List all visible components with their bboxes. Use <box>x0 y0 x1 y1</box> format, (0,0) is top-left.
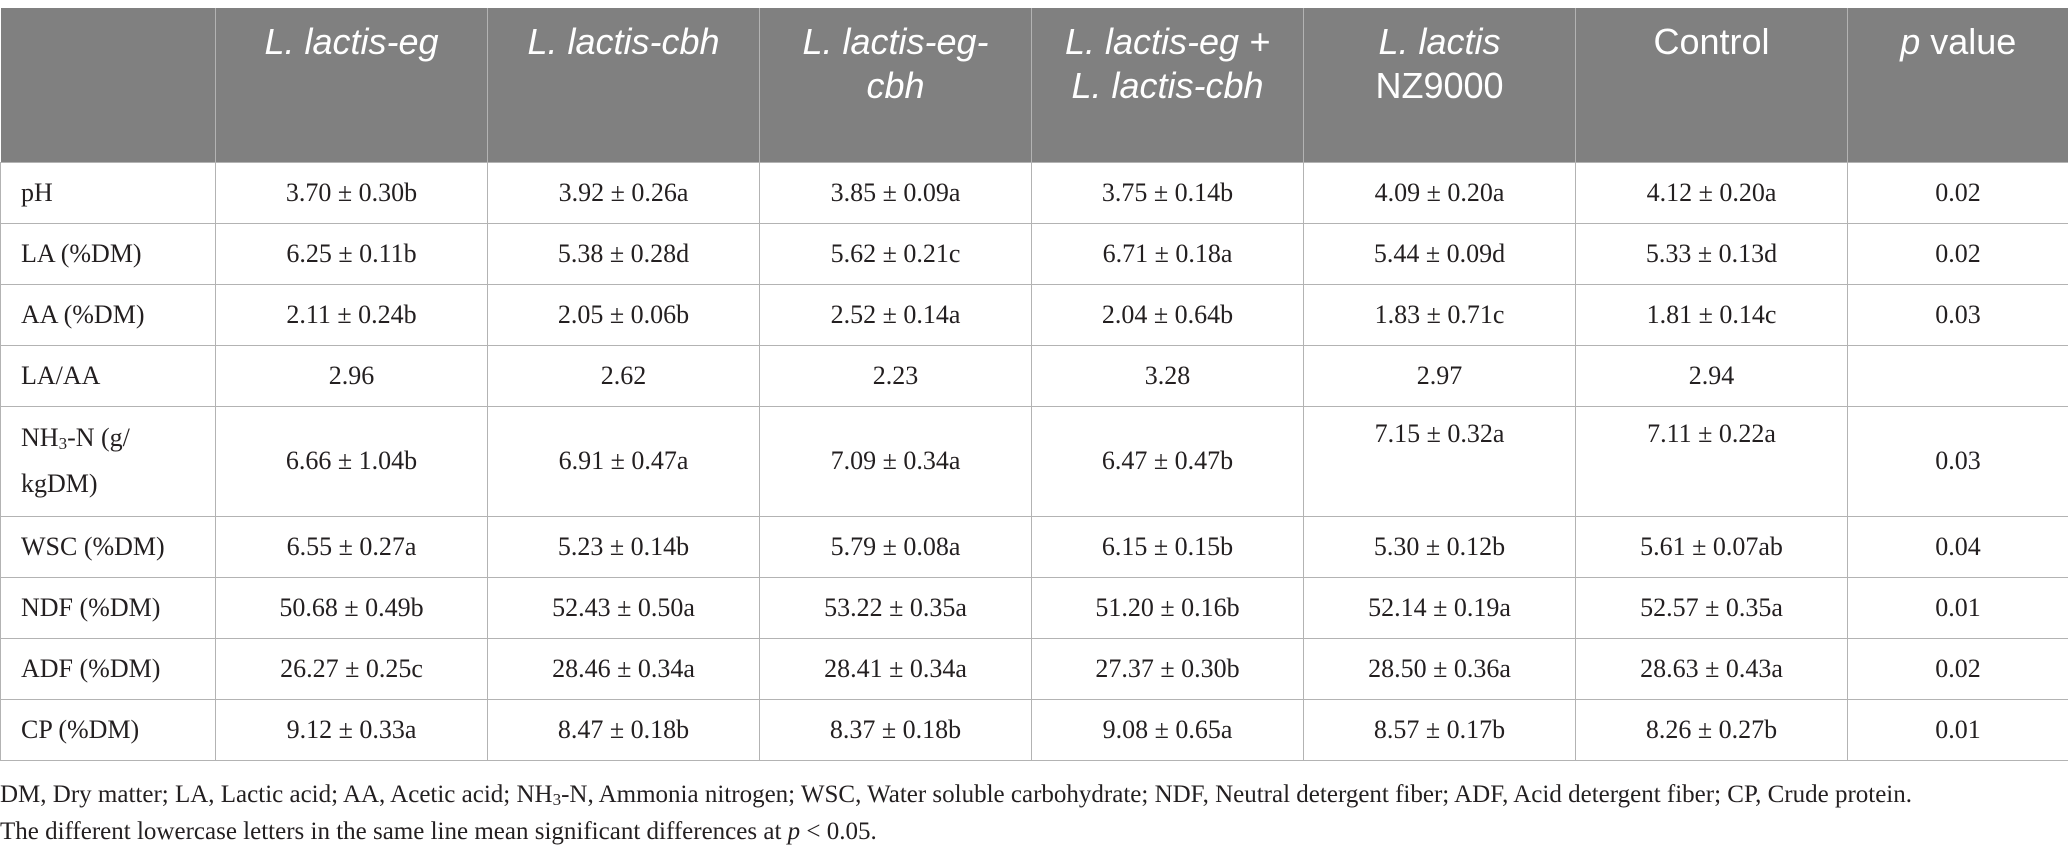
table-row <box>1 345 2068 406</box>
table-cell: 8.57 ± 0.17b <box>1304 699 1576 760</box>
header-l-lactis-eg-plus-cbh: L. lactis-eg + L. lactis-cbh <box>1032 8 1304 162</box>
table-cell: 6.71 ± 0.18a <box>1032 223 1304 284</box>
table-row <box>1 162 2068 223</box>
table-cell: 5.23 ± 0.14b <box>488 516 760 577</box>
table-cell: 2.62 <box>488 345 760 406</box>
table-cell: 3.70 ± 0.30b <box>216 162 488 223</box>
table-cell: 6.25 ± 0.11b <box>216 223 488 284</box>
table-row <box>1 699 2068 760</box>
table-cell: 51.20 ± 0.16b <box>1032 577 1304 638</box>
footnote-significance: The different lowercase letters in the same line mean significant differences at p < 0.05. <box>0 818 877 845</box>
table-cell: 2.23 <box>760 345 1032 406</box>
table-cell: 28.46 ± 0.34a <box>488 638 760 699</box>
table-cell: 7.09 ± 0.34a <box>760 406 1032 516</box>
table-cell: 2.05 ± 0.06b <box>488 284 760 345</box>
header-p-value: p value <box>1848 8 2068 162</box>
p-value-cell: 0.03 <box>1848 284 2068 345</box>
table-cell: 1.81 ± 0.14c <box>1576 284 1848 345</box>
p-value-cell: 0.01 <box>1848 577 2068 638</box>
table-cell: 5.30 ± 0.12b <box>1304 516 1576 577</box>
table-cell: 6.15 ± 0.15b <box>1032 516 1304 577</box>
table-cell: 5.79 ± 0.08a <box>760 516 1032 577</box>
table-cell: 3.28 <box>1032 345 1304 406</box>
row-label: AA (%DM) <box>1 284 216 345</box>
table-cell: 53.22 ± 0.35a <box>760 577 1032 638</box>
table-cell: 4.12 ± 0.20a <box>1576 162 1848 223</box>
table-cell: 28.41 ± 0.34a <box>760 638 1032 699</box>
table-cell: 5.61 ± 0.07ab <box>1576 516 1848 577</box>
table-cell: 27.37 ± 0.30b <box>1032 638 1304 699</box>
table-row <box>1 516 2068 577</box>
table-cell: 3.85 ± 0.09a <box>760 162 1032 223</box>
table-row <box>1 223 2068 284</box>
row-label: LA/AA <box>1 345 216 406</box>
table-cell: 50.68 ± 0.49b <box>216 577 488 638</box>
table-row <box>1 284 2068 345</box>
p-value-cell <box>1848 345 2068 406</box>
row-label: WSC (%DM) <box>1 516 216 577</box>
table-cell: 9.12 ± 0.33a <box>216 699 488 760</box>
table-row <box>1 638 2068 699</box>
table-cell: 5.33 ± 0.13d <box>1576 223 1848 284</box>
table-footnote <box>0 776 2060 850</box>
table-cell: 4.09 ± 0.20a <box>1304 162 1576 223</box>
header-corner <box>1 8 216 162</box>
table-cell: 2.94 <box>1576 345 1848 406</box>
row-label: pH <box>1 162 216 223</box>
table-cell: 9.08 ± 0.65a <box>1032 699 1304 760</box>
table-cell: 6.55 ± 0.27a <box>216 516 488 577</box>
table-cell: 2.97 <box>1304 345 1576 406</box>
table-cell: 5.62 ± 0.21c <box>760 223 1032 284</box>
table-cell: 52.57 ± 0.35a <box>1576 577 1848 638</box>
table-cell: 2.96 <box>216 345 488 406</box>
table-cell: 6.47 ± 0.47b <box>1032 406 1304 516</box>
header-l-lactis-eg: L. lactis-eg <box>216 8 488 162</box>
table-cell: 6.66 ± 1.04b <box>216 406 488 516</box>
table-cell: 1.83 ± 0.71c <box>1304 284 1576 345</box>
p-value-cell: 0.01 <box>1848 699 2068 760</box>
results-table <box>0 8 2068 761</box>
table-cell: 28.63 ± 0.43a <box>1576 638 1848 699</box>
header-l-lactis-eg-cbh: L. lactis-eg-cbh <box>760 8 1032 162</box>
table-cell: 5.44 ± 0.09d <box>1304 223 1576 284</box>
table-cell: 7.15 ± 0.32a <box>1304 406 1576 516</box>
table-cell: 8.37 ± 0.18b <box>760 699 1032 760</box>
header-control: Control <box>1576 8 1848 162</box>
table-cell: 3.75 ± 0.14b <box>1032 162 1304 223</box>
footnote-abbreviations: DM, Dry matter; LA, Lactic acid; AA, Acetic acid; $NH_3-N$, Ammonia nitrogen; WSC, Water soluble carbohydrate; NDF, Neutral detergent fiber; ADF, Acid detergent fiber; CP, Crude protein. <box>0 781 1913 809</box>
p-value-cell: 0.04 <box>1848 516 2068 577</box>
p-value-cell: 0.03 <box>1848 406 2068 516</box>
table-cell: 28.50 ± 0.36a <box>1304 638 1576 699</box>
p-value-cell: 0.02 <box>1848 162 2068 223</box>
row-label: $NH_3-N$ (g/ kgDM) <box>1 406 216 516</box>
p-value-cell: 0.02 <box>1848 223 2068 284</box>
table-cell: 2.04 ± 0.64b <box>1032 284 1304 345</box>
table-cell: 2.11 ± 0.24b <box>216 284 488 345</box>
table-cell: 8.47 ± 0.18b <box>488 699 760 760</box>
table-row <box>1 406 2068 516</box>
table-cell: 7.11 ± 0.22a <box>1576 406 1848 516</box>
row-label: ADF (%DM) <box>1 638 216 699</box>
row-label: NDF (%DM) <box>1 577 216 638</box>
header-l-lactis-nz9000: L. lactis NZ9000 <box>1304 8 1576 162</box>
table-row <box>1 577 2068 638</box>
table-cell: 52.43 ± 0.50a <box>488 577 760 638</box>
table-cell: 52.14 ± 0.19a <box>1304 577 1576 638</box>
header-row <box>1 8 2068 162</box>
table-cell: 2.52 ± 0.14a <box>760 284 1032 345</box>
table-cell: 8.26 ± 0.27b <box>1576 699 1848 760</box>
table-cell: 3.92 ± 0.26a <box>488 162 760 223</box>
row-label: LA (%DM) <box>1 223 216 284</box>
header-l-lactis-cbh: L. lactis-cbh <box>488 8 760 162</box>
p-value-cell: 0.02 <box>1848 638 2068 699</box>
table-cell: 5.38 ± 0.28d <box>488 223 760 284</box>
row-label: CP (%DM) <box>1 699 216 760</box>
table-cell: 26.27 ± 0.25c <box>216 638 488 699</box>
table-cell: 6.91 ± 0.47a <box>488 406 760 516</box>
